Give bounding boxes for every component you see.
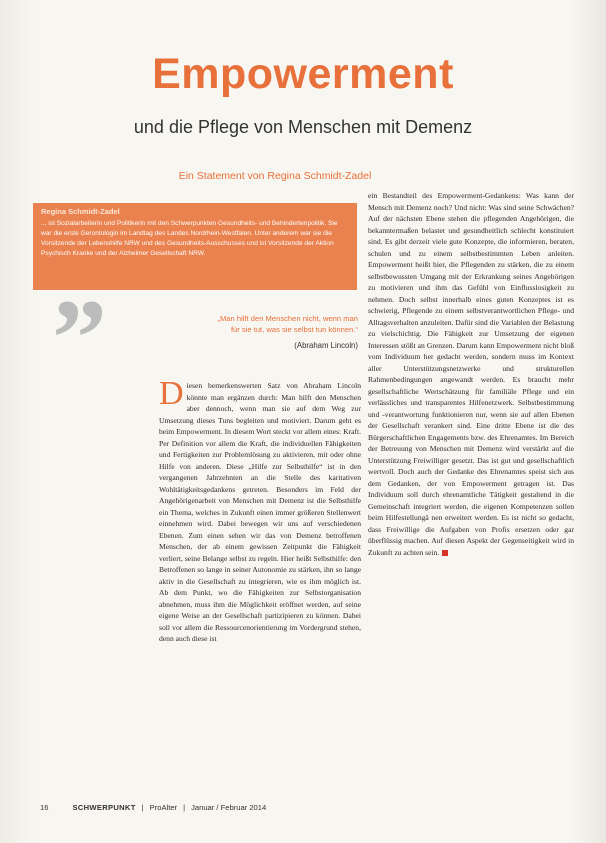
drop-cap: D (159, 375, 184, 412)
quote-text: „Man hilft den Menschen nicht, wenn man für sie tut, was sie selbst tun können.“ (217, 314, 358, 334)
left-text-column (159, 375, 361, 645)
right-text-column (368, 190, 574, 558)
end-mark-icon (442, 550, 448, 556)
page-footer (40, 803, 580, 812)
quote-author: (Abraham Lincoln) (294, 341, 358, 350)
article-subtitle: und die Pflege von Menschen mit Demenz (133, 117, 473, 137)
bio-text: ... ist Sozialarbeiterin und Politikerin mit den Schwerpunkten Gesundheits- und Behindertenpolitik. Sie war die erste Gerontologin im Landtag des Landes Nordrhein-Westfalen. Unter anderem war sie die Vorsitzende der Lebenshilfe NRW und des Gesundheits-Ausschusses und ist Vorsitzende der Aktion Psychisch Kranke und der Alzheimer Gesellschaft NRW. (41, 220, 338, 257)
footer-issue: Januar / Februar 2014 (191, 803, 267, 812)
footer-separator: | (141, 803, 144, 812)
bio-name: Regina Schmidt-Zadel (41, 207, 120, 216)
footer-separator-2: | (183, 803, 186, 812)
right-paragraph (368, 190, 574, 558)
footer-magazine: ProAlter (149, 803, 178, 812)
footer-section: SCHWERPUNKT (72, 803, 136, 812)
left-body-text: iesen bemerkenswerten Satz von Abraham Lincoln könnte man ergänzen durch: Man hilft den Menschen aber dennoch, wenn man sie auf dem Weg zur Umsetzung dieses Tuns begleiten und motiviert. Darum geht es beim Empowerment. In diesem Wort steckt vor allem eines: Kraft. Per Definition vor allem die Kraft, die individuellen Fähigkeiten und Fertigkeiten zur Problemlösung zu aktivieren, mit oder ohne Hilfe von anderen. Diese „Hilfe zur Selbsthilfe“ ist in den vergangenen Jahrzehnten an die Stelle des karitativen Wohltätigkeitsgedankens getreten. Besonders im Feld der Angehörigenarbeit von Menschen mit Demenz ist die Selbsthilfe ein Thema, welches in Zukunft einen immer größeren Stellenwert einnehmen wird. Dabei bewegen wir uns auf verschiedenen Ebenen. Zum einen sehen wir das von Demenz betroffenen Menschen, der ab einem gewissen Zeitpunkt die Fähigkeit verliert, seine Belange selbst zu regeln. Hier heißt Selbsthilfe: den Betroffenen so lange in seiner Autonomie zu stärken, ihn so lange aktiv in die Gesellschaft zu integrieren, wie es ihm möglich ist. Ab dem Punkt, wo die Fähigkeiten zur Selbstorganisation abnehmen, muss ihm die Möglichkeit eröffnet werden, auf seine eigene Weise an der Gesellschaft partizipieren zu können. Dabei soll vor allem die Ressourcenorientierung im Vordergrund stehen, denn auch diese ist (159, 381, 361, 643)
article-title: Empowerment (152, 50, 454, 98)
author-statement: Ein Statement von Regina Schmidt-Zadel (178, 170, 372, 182)
quote-mark-icon: ” (52, 277, 107, 399)
left-paragraph (159, 375, 361, 645)
right-body-text: ein Bestandteil des Empowerment-Gedankens: Was kann der Mensch mit Demenz noch? Und nicht: Was sind seine Schwächen? Auf der nächsten Ebene stehen die pflegenden Angehörigen, die bekanntermaßen belastet und gesundheitlich schlecht konstituiert sind. Es gibt derzeit viele gute Konzepte, die informieren, beraten, schulen und zu einem selbstbestimmten Leben anleiten. Empowerment heißt hier, die Pflegenden zu stärken, die zu einem selbstbewussten Umgang mit der Erkrankung seines Angehörigen zu motivieren und ihm das Gefühl von Einflusslosigkeit zu nehmen. Doch selbst innerhalb eines guten Konzeptes ist es schwierig, Pflegende zu einem selbstverantwortlichen Pflege- und Alltagsverhalten anzuleiten. Dafür sind die Variablen der Belastung zu vielschichtig. Die Fähigkeit zur Umsetzung der eigenen Interessen stößt an Grenzen. Darum kann Empowerment nicht bloß vom Individuum her gedacht werden, sondern muss im Kontext aller Unterstützungsnetzwerke und strukturellen Rahmenbedingungen angewandt werden. Es braucht mehr gesellschaftliche Wertschätzung für familiäle Pflege und ein verlässliches und transparentes Hilfenetzwerk. Selbstbestimmung und -verantwortung funktionieren nur, wenn sie auf allen Ebenen der Gesellschaft verankert sind. Eine dritte Ebene ist die des Bürgerschaftlichen Engagements bzw. des Ehrenamtes. Im Bereich der Betreuung von Menschen mit Demenz wird verstärkt auf die Unterstützung Freiwilliger gesetzt. Das ist gut und gesellschaftlich wertvoll. Doch auch der Gedanke des Ehrenamtes speist sich aus dem Gedanken, der von Empowerment getragen ist. Das Individuum soll durch ehrenamtliche Tätigkeit gestaltend in die Gemeinschaft integriert werden, die eigenen Kompetenzen sollen beim Hilfestellungä nen erweitert werden. Es ist nicht so gedacht, dass Freiwillige die Aufgaben von Profis ersetzen oder gar überflüssig machen. Auf diesen Aspekt der Gegenseitigkeit wird in Zukunft zu achten sein. (368, 191, 574, 557)
page-number: 16 (40, 803, 49, 812)
